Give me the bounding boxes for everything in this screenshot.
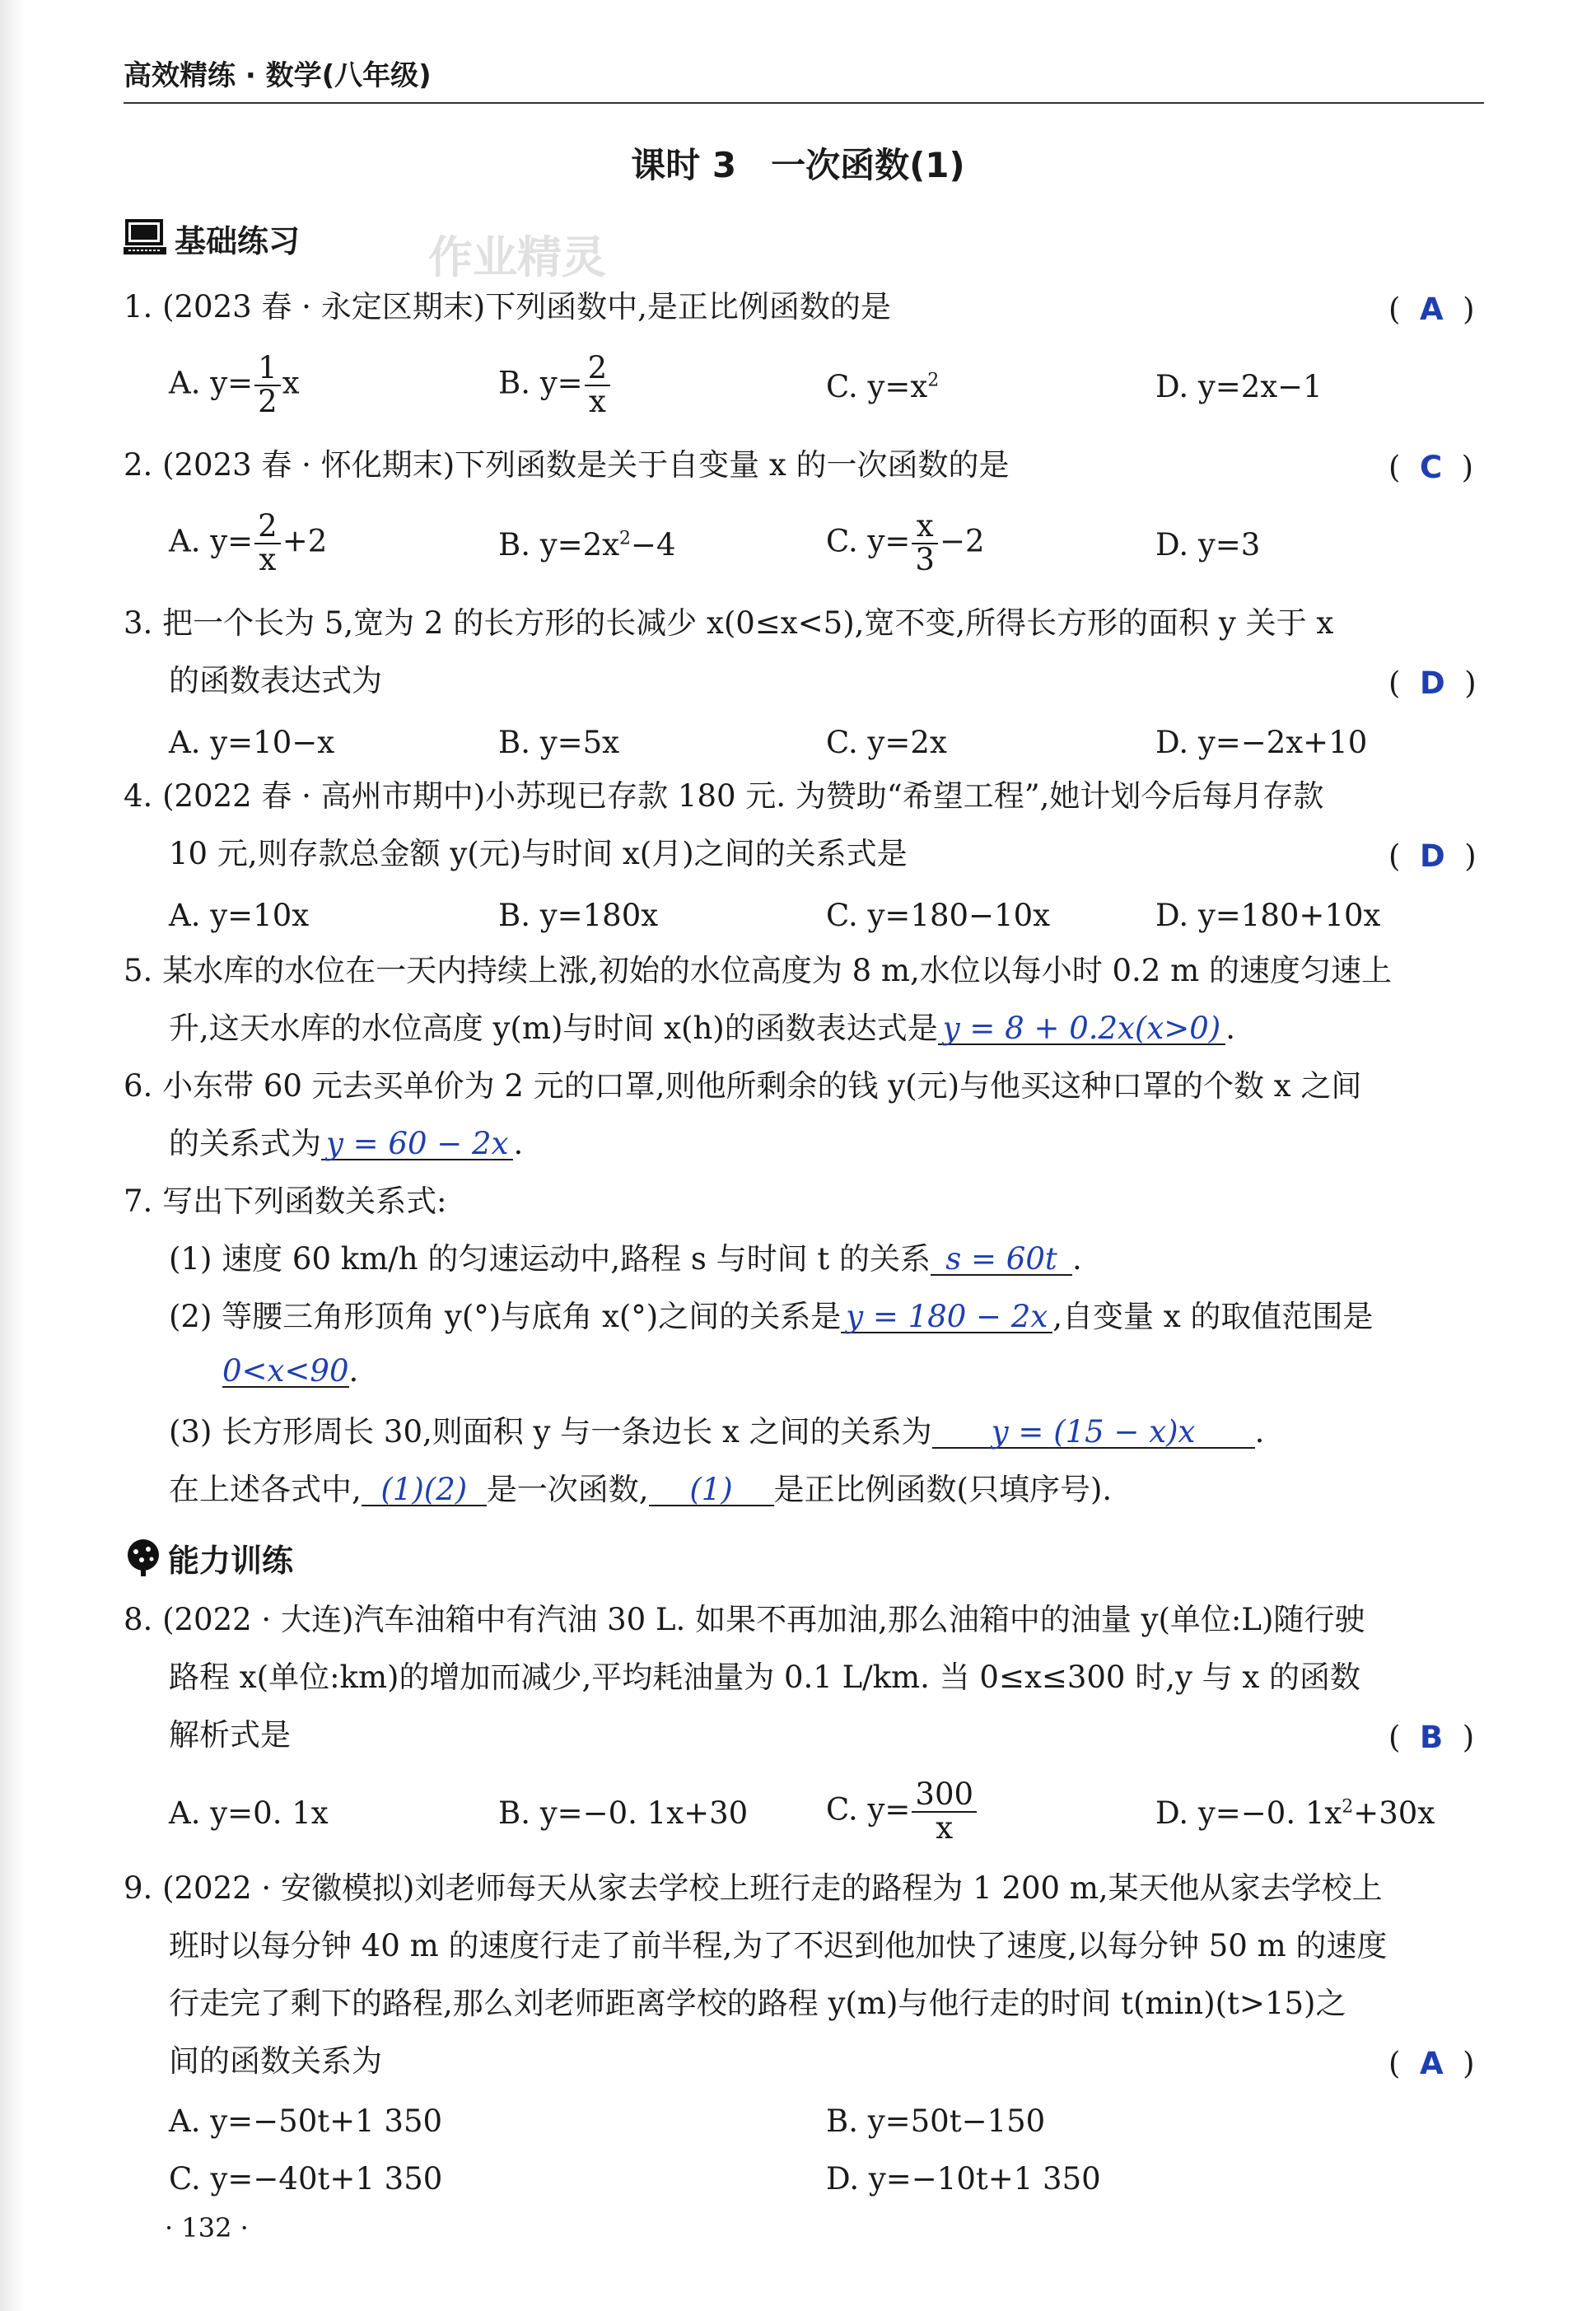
q1-option-b: B. y= $\frac{2}{x}$ [498,352,612,418]
q4-line2: 10 元,则存款总金额 y(元)与时间 x(月)之间的关系式是 [169,836,908,871]
q3-line1: 3. 把一个长为 5,宽为 2 的长方形的长减少 x(0≤x<5),宽不变,所得长方形的面积 y 关于 x [124,605,1334,641]
q5-line2: 升,这天水库的水位高度 y(m)与时间 x(h)的函数表达式是 y = 8 + 0.2x(x>0) . [169,1011,1235,1046]
page-edge-shadow [0,0,25,2311]
q5-line1: 5. 某水库的水位在一天内持续上涨,初始的水位高度为 8 m,水位以每小时 0.2 m 的速度匀速上 [124,953,1392,988]
q9-answer: A [1419,2046,1444,2081]
q7-part2: (2) 等腰三角形顶角 y(°)与底角 x(°)之间的关系是 y = 180 − 2x ,自变量 x 的取值范围是 [169,1299,1374,1334]
q7-stem: 7. 写出下列函数关系式: [124,1184,447,1219]
q4-answer: D [1419,838,1445,874]
q9-option-b: B. y=50t−150 [826,2103,1046,2139]
q7-summary: 在上述各式中, (1)(2) 是一次函数, (1) 是正比例函数(只填序号). [169,1472,1113,1507]
q3-answer: D [1419,665,1445,701]
section-basic [124,216,300,264]
q1-option-d: D. y=2x−1 [1155,369,1323,404]
q9-line1: 9. (2022 · 安徽模拟)刘老师每天从家去学校上班行走的路程为 1 200 m,某天他从家去学校上 [124,1870,1383,1906]
book-header: 高效精练 · 数学(八年级) [124,59,432,92]
q8-line3: 解析式是 [169,1717,291,1753]
q9-line2: 班时以每分钟 40 m 的速度行走了前半程,为了不迟到他加快了速度,以每分钟 50 m 的速度 [169,1928,1388,1963]
q3-option-d: D. y=−2x+10 [1155,725,1368,760]
computer-icon [124,219,170,264]
q9-option-a: A. y=−50t+1 350 [169,2103,443,2139]
q1-answer: A [1419,292,1444,327]
q3-option-c: C. y=2x [826,725,947,760]
section-basic-label: 基础练习 [175,223,301,259]
q8-line2: 路程 x(单位:km)的增加而减少,平均耗油量为 0.1 L/km. 当 0≤x≤300 时,y 与 x 的函数 [169,1660,1361,1695]
q1-option-a: A. y= $\frac{1}{2}$ x [169,350,300,419]
q8-line1: 8. (2022 · 大连)汽车油箱中有汽油 30 L. 如果不再加油,那么油箱中的油量 y(单位:L)随行驶 [124,1602,1365,1637]
q4-option-b: B. y=180x [498,898,659,933]
q7-part2-range-blank: 0<x<90 [222,1353,349,1389]
q7-part2-range: 0<x<90. [222,1353,359,1389]
q9-line3: 行走完了剩下的路程,那么刘老师距离学校的路程 y(m)与他行走的时间 t(min)(t>15)之 [169,1986,1346,2021]
q4-line1: 4. (2022 春 · 高州市期中)小苏现已存款 180 元. 为赞助“希望工程”,她计划今后每月存款 [124,778,1324,814]
q3-option-a: A. y=10−x [169,725,335,760]
q9-answer-bracket: ( A ) [1388,2046,1475,2081]
q6-answer-blank: y = 60 − 2x [321,1128,513,1160]
tree-icon [124,1538,163,1584]
watermark: 作业精灵 [428,231,606,283]
q1-option-c: C. $y=x^2$ [826,369,940,404]
q2-option-a: A. y= $\frac{2}{x}$ +2 [169,508,328,577]
q4-option-a: A. y=10x [169,898,310,933]
q6-line2: 的关系式为 y = 60 − 2x . [169,1126,524,1161]
q8-option-c: C. y= $\frac{300}{x}$ [826,1779,978,1845]
q7-part2-blank: y = 180 − 2x [841,1301,1052,1333]
q7-part3-blank: y = (15 − x)x [932,1417,1255,1449]
q2-stem: 2. (2023 春 · 怀化期末)下列函数是关于自变量 x 的一次函数的是 [124,447,1010,483]
q6-line1: 6. 小东带 60 元去买单价为 2 元的口罩,则他所剩余的钱 y(元)与他买这种口罩的个数 x 之间 [124,1068,1362,1104]
q3-line2: 的函数表达式为 [169,663,382,698]
q2-option-b: B. $y=2x^2-4$ [498,527,676,563]
q9-line4: 间的函数关系为 [169,2043,382,2079]
q3-option-b: B. y=5x [498,725,620,760]
q2-option-d: D. y=3 [1155,527,1261,563]
q7-linear-blank: (1)(2) [362,1474,487,1506]
q2-answer-bracket: ( C ) [1388,450,1474,485]
fraction: $\frac{300}{x}$ [912,1779,977,1845]
q5-answer-blank: y = 8 + 0.2x(x>0) [938,1013,1225,1045]
header-rule [124,102,1484,104]
q7-part3: (3) 长方形周长 30,则面积 y 与一条边长 x 之间的关系为 y = (15 − x)x . [169,1414,1265,1450]
q8-answer: B [1419,1720,1444,1755]
lesson-title: 课时 3 一次函数(1) [631,145,965,185]
q7-proportional-blank: (1) [649,1474,774,1506]
fraction: $\frac{x}{3}$ [912,511,938,577]
q4-option-d: D. y=180+10x [1155,898,1381,933]
q4-option-c: C. y=180−10x [826,898,1050,933]
q7-part1-blank: s = 60t [931,1244,1072,1276]
fraction: $\frac{1}{2}$ [254,352,281,418]
q8-option-d: D. y=−0. $1x^2+30x$ [1155,1795,1435,1831]
q9-option-d: D. y=−10t+1 350 [826,2161,1101,2197]
section-ability [124,1535,293,1584]
q2-answer: C [1419,450,1443,485]
page-number: · 132 · [165,2212,249,2243]
q2-option-c: C. y= $\frac{x}{3}$ −2 [826,508,985,577]
q8-answer-bracket: ( B ) [1388,1720,1475,1755]
q9-option-c: C. y=−40t+1 350 [169,2161,443,2197]
q8-option-a: A. y=0. 1x [169,1795,329,1831]
fraction: $\frac{2}{x}$ [254,511,281,577]
fraction: $\frac{2}{x}$ [585,352,611,418]
q1-answer-bracket: ( A ) [1388,292,1475,327]
section-ability-label: 能力训练 [168,1543,294,1579]
q1-stem: 1. (2023 春 · 永定区期末)下列函数中,是正比例函数的是 [124,289,891,324]
q4-answer-bracket: ( D ) [1388,838,1477,874]
q8-option-b: B. y=−0. 1x+30 [498,1795,749,1831]
q3-answer-bracket: ( D ) [1388,665,1477,701]
q7-part1: (1) 速度 60 km/h 的匀速运动中,路程 s 与时间 t 的关系 s = 60t . [169,1241,1082,1277]
